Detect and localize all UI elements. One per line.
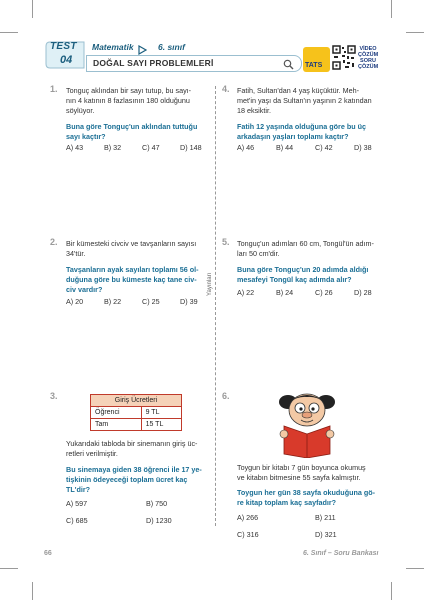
crop-mark [32, 582, 33, 600]
question-text-line: Yukarıdaki tabloda bir sinemanın giriş üc- [66, 439, 198, 448]
question-prompt-line: mesafeyi Tongül kaç adımda alır? [237, 275, 352, 284]
question-text-line: ları 50 cm'dir. [237, 249, 280, 258]
option-d[interactable]: D) 1230 [146, 516, 172, 525]
column-divider [215, 86, 216, 526]
question-text-line: söylüyor. [66, 106, 95, 115]
table-cell: Öğrenci [91, 407, 142, 419]
option-d[interactable]: D) 148 [180, 143, 202, 152]
question-5 [237, 239, 382, 285]
option-a[interactable]: A) 20 [66, 297, 84, 306]
play-triangle-icon [137, 42, 147, 52]
question-1 [66, 86, 206, 142]
option-b[interactable]: B) 750 [146, 499, 168, 508]
question-prompt-line: arkadaşın yaşları toplamı kaçtır? [237, 132, 349, 141]
qr-code-icon[interactable] [332, 45, 356, 71]
publisher-side-label: Yayınları [207, 272, 213, 296]
table-row [91, 407, 182, 419]
option-a[interactable]: A) 43 [66, 143, 84, 152]
question-3-number: 3. [50, 391, 58, 401]
option-a[interactable]: A) 266 [237, 513, 259, 522]
question-text-line: Bir kümesteki civciv ve tavşanların sayısı [66, 239, 197, 248]
crop-mark [406, 568, 424, 569]
option-c[interactable]: C) 42 [315, 143, 333, 152]
option-c[interactable]: C) 316 [237, 530, 259, 539]
option-c[interactable]: C) 685 [66, 516, 88, 525]
table-row [91, 419, 182, 431]
option-d[interactable]: D) 28 [354, 288, 372, 297]
search-icon[interactable] [283, 57, 294, 68]
question-prompt-line: re kitap toplam kaç sayfadır? [237, 498, 337, 507]
question-prompt-line: Fatih 12 yaşında olduğuna göre bu üç [237, 122, 366, 131]
question-2-number: 2. [50, 237, 58, 247]
crop-mark [0, 568, 18, 569]
option-a[interactable]: A) 22 [237, 288, 255, 297]
question-text-line: Fatih, Sultan'dan 4 yaş küçüktür. Meh- [237, 86, 360, 95]
subject-title: Matematik [92, 42, 134, 52]
footer-title: 6. Sınıf – Soru Bankası [303, 550, 379, 557]
table-cell: 9 TL [141, 407, 181, 419]
question-6 [237, 463, 387, 508]
question-prompt-line: tişkinin ödeyeceği toplam ücret kaç [66, 475, 188, 484]
question-text-line: ve kitabın bitmesine 55 sayfa kalmıştır. [237, 473, 361, 482]
crop-mark [32, 0, 33, 18]
question-text-line: 34'tür. [66, 249, 86, 258]
question-prompt-line: Bu sinemaya giden 38 öğrenci ile 17 ye- [66, 465, 202, 474]
option-d[interactable]: D) 39 [180, 297, 198, 306]
table-cell: 15 TL [141, 419, 181, 431]
option-b[interactable]: B) 22 [104, 297, 122, 306]
question-prompt-line: Buna göre Tonguç'un aklından tuttuğu [66, 122, 198, 131]
question-text-line: retleri verilmiştir. [66, 449, 118, 458]
table-cell: Tam [91, 419, 142, 431]
question-prompt-line: civ vardır? [66, 285, 103, 294]
question-6-number: 6. [222, 391, 230, 401]
option-d[interactable]: D) 321 [315, 530, 337, 539]
question-1-number: 1. [50, 84, 58, 94]
publisher-logo-text: TATS [305, 62, 323, 69]
option-b[interactable]: B) 44 [276, 143, 294, 152]
option-b[interactable]: B) 24 [276, 288, 294, 297]
question-prompt-line: TL'dir? [66, 485, 91, 494]
option-a[interactable]: A) 46 [237, 143, 255, 152]
table-title: Giriş Ücretleri [91, 395, 182, 407]
question-3 [66, 439, 208, 495]
question-prompt-line: Buna göre Tonguç'un 20 adımda aldığı [237, 265, 369, 274]
option-a[interactable]: A) 597 [66, 499, 88, 508]
question-4 [237, 86, 382, 142]
question-prompt-line: Toygun her gün 38 sayfa okuduğuna gö- [237, 488, 376, 497]
question-prompt-line: duğuna göre bu kümeste kaç tane civ- [66, 275, 197, 284]
option-b[interactable]: B) 32 [104, 143, 122, 152]
question-text-line: Toygun bir kitabı 7 gün boyunca okumuş [237, 463, 366, 472]
question-prompt-line: sayı kaçtır? [66, 132, 106, 141]
option-b[interactable]: B) 211 [315, 513, 336, 522]
option-c[interactable]: C) 25 [142, 297, 160, 306]
page-number: 66 [44, 550, 52, 557]
video-solution-label: VİDEO ÇÖZÜM SORU ÇÖZÜM [358, 46, 379, 70]
crop-mark [391, 582, 392, 600]
fees-table [90, 394, 182, 431]
option-d[interactable]: D) 38 [354, 143, 372, 152]
question-5-number: 5. [222, 237, 230, 247]
boy-reading-illustration [268, 388, 348, 458]
option-c[interactable]: C) 26 [315, 288, 333, 297]
crop-mark [406, 32, 424, 33]
question-2 [66, 239, 208, 295]
question-text-line: nın 4 katının 8 fazlasının 180 olduğunu [66, 96, 190, 105]
crop-mark [391, 0, 392, 18]
topic-title: DOĞAL SAYI PROBLEMLERİ [93, 58, 214, 68]
test-number: 04 [60, 54, 73, 66]
crop-mark [0, 32, 18, 33]
option-c[interactable]: C) 47 [142, 143, 160, 152]
question-text-line: met'in yaşı da Sultan'ın yaşının 2 katından [237, 96, 372, 105]
question-text-line: Tonguç aklından bir sayı tutup, bu sayı- [66, 86, 192, 95]
question-4-number: 4. [222, 84, 230, 94]
test-word: TEST [50, 41, 77, 52]
question-text-line: 18 eksiktir. [237, 106, 271, 115]
question-prompt-line: Tavşanların ayak sayıları toplamı 56 ol- [66, 265, 199, 274]
question-text-line: Tonguç'un adımları 60 cm, Tongül'ün adım- [237, 239, 374, 248]
grade-label: 6. sınıf [158, 42, 185, 52]
